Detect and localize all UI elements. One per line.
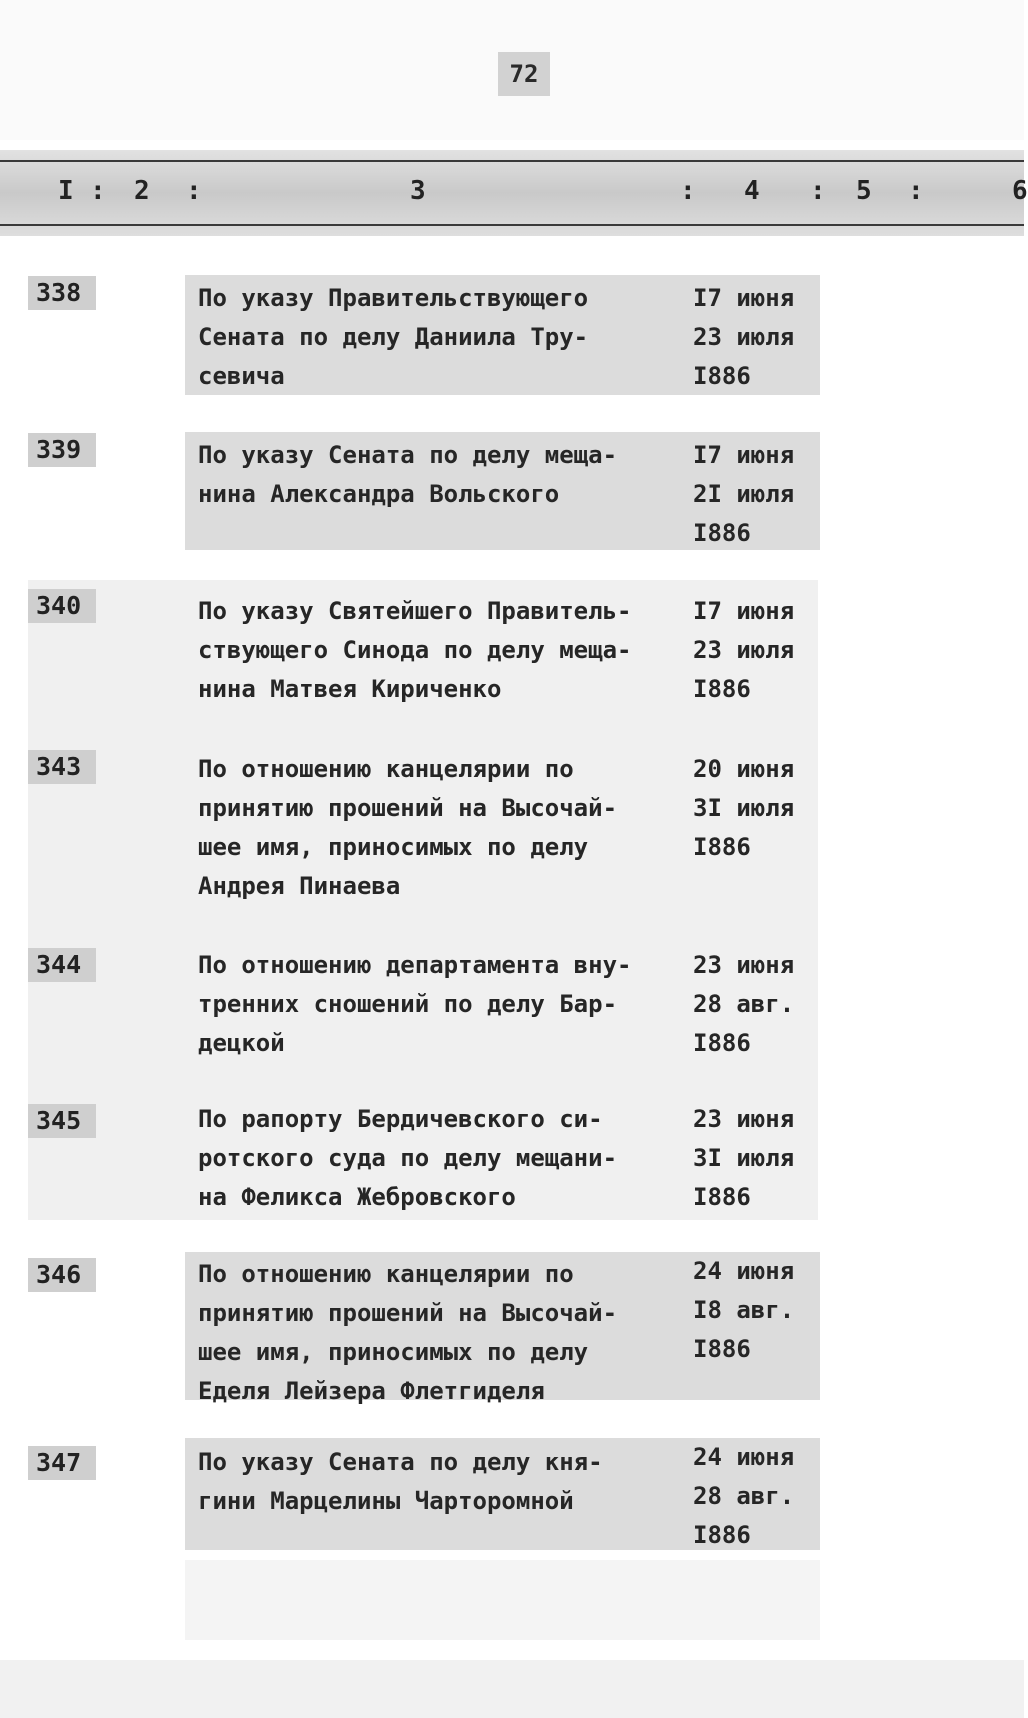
scan-background bbox=[185, 1560, 820, 1640]
entry-number: 347 bbox=[28, 1446, 96, 1480]
entry-date-received: I7 июня bbox=[693, 597, 795, 625]
header-rule-bottom bbox=[0, 224, 1024, 226]
entry-dates bbox=[693, 1438, 823, 1555]
entry-year: I886 bbox=[693, 833, 751, 861]
entry-year: I886 bbox=[693, 675, 751, 703]
entry-date-received: 24 июня bbox=[693, 1257, 795, 1285]
entry-description: По указу Сената по делу кня- гини Марцелины Чарторомной bbox=[198, 1448, 603, 1515]
entry-year: I886 bbox=[693, 519, 751, 547]
column-header-2: 2 bbox=[134, 176, 150, 206]
entry-number: 345 bbox=[28, 1104, 96, 1138]
header-rule-top bbox=[0, 160, 1024, 162]
column-separator: : bbox=[186, 176, 202, 206]
entry-description: По указу Правительствующего Сената по делу Даниила Тру- севича bbox=[198, 284, 589, 390]
page-number: 72 bbox=[498, 52, 550, 96]
entry-year: I886 bbox=[693, 1029, 751, 1057]
entry-year: I886 bbox=[693, 1335, 751, 1363]
column-separator: : bbox=[810, 176, 826, 206]
entry-date-executed: 23 июля bbox=[693, 323, 795, 351]
entry-dates bbox=[693, 436, 823, 553]
column-separator: : bbox=[680, 176, 696, 206]
entry-date-received: 23 июня bbox=[693, 1105, 795, 1133]
column-header-4: 4 bbox=[744, 176, 760, 206]
entry-dates bbox=[693, 1252, 823, 1369]
entry-date-executed: 3I июля bbox=[693, 794, 795, 822]
entry-number: 338 bbox=[28, 276, 96, 310]
entry-date-executed: 23 июля bbox=[693, 636, 795, 664]
entry-date-received: 24 июня bbox=[693, 1443, 795, 1471]
column-separator: : bbox=[908, 176, 924, 206]
entry-date-executed: 3I июля bbox=[693, 1144, 795, 1172]
entry-dates bbox=[693, 592, 823, 709]
entry-date-received: 20 июня bbox=[693, 755, 795, 783]
entry-description: По отношению департамента вну- тренних сношений по делу Бар- децкой bbox=[198, 951, 632, 1057]
entry-dates bbox=[693, 946, 823, 1063]
entry-description: По указу Сената по делу меща- нина Александра Вольского bbox=[198, 441, 618, 508]
entry-number: 343 bbox=[28, 750, 96, 784]
entry-year: I886 bbox=[693, 1521, 751, 1549]
entry-number: 346 bbox=[28, 1258, 96, 1292]
entry-number: 344 bbox=[28, 948, 96, 982]
entry-year: I886 bbox=[693, 1183, 751, 1211]
scan-bottom-edge bbox=[0, 1660, 1024, 1718]
entry-description: По отношению канцелярии по принятию прошений на Высочай- шее имя, приносимых по делу Еделя Лейзера Флетгиделя bbox=[198, 1260, 618, 1405]
entry-dates bbox=[693, 750, 823, 867]
entry-date-executed: 28 авг. bbox=[693, 1482, 795, 1510]
entry-description: По указу Святейшего Правитель- ствующего Синода по делу меща- нина Матвея Кириченко bbox=[198, 597, 632, 703]
column-header-6: 6 bbox=[1012, 176, 1028, 206]
entry-year: I886 bbox=[693, 362, 751, 390]
entry-date-received: I7 июня bbox=[693, 441, 795, 469]
entry-description: По рапорту Бердичевского си- ротского суда по делу мещани- на Феликса Жебровского bbox=[198, 1105, 618, 1211]
column-header-5: 5 bbox=[856, 176, 872, 206]
entry-number: 340 bbox=[28, 589, 96, 623]
entry-date-executed: 28 авг. bbox=[693, 990, 795, 1018]
entry-description: По отношению канцелярии по принятию прошений на Высочай- шее имя, приносимых по делу Андрея Пинаева bbox=[198, 755, 618, 900]
entry-date-received: I7 июня bbox=[693, 284, 795, 312]
entry-number: 339 bbox=[28, 433, 96, 467]
column-header-3: 3 bbox=[410, 176, 426, 206]
entry-dates bbox=[693, 1100, 823, 1217]
entry-date-executed: I8 авг. bbox=[693, 1296, 795, 1324]
entry-date-received: 23 июня bbox=[693, 951, 795, 979]
entry-date-executed: 2I июля bbox=[693, 480, 795, 508]
entry-dates bbox=[693, 279, 823, 396]
column-separator: : bbox=[90, 176, 106, 206]
column-header-1: I bbox=[58, 176, 74, 206]
